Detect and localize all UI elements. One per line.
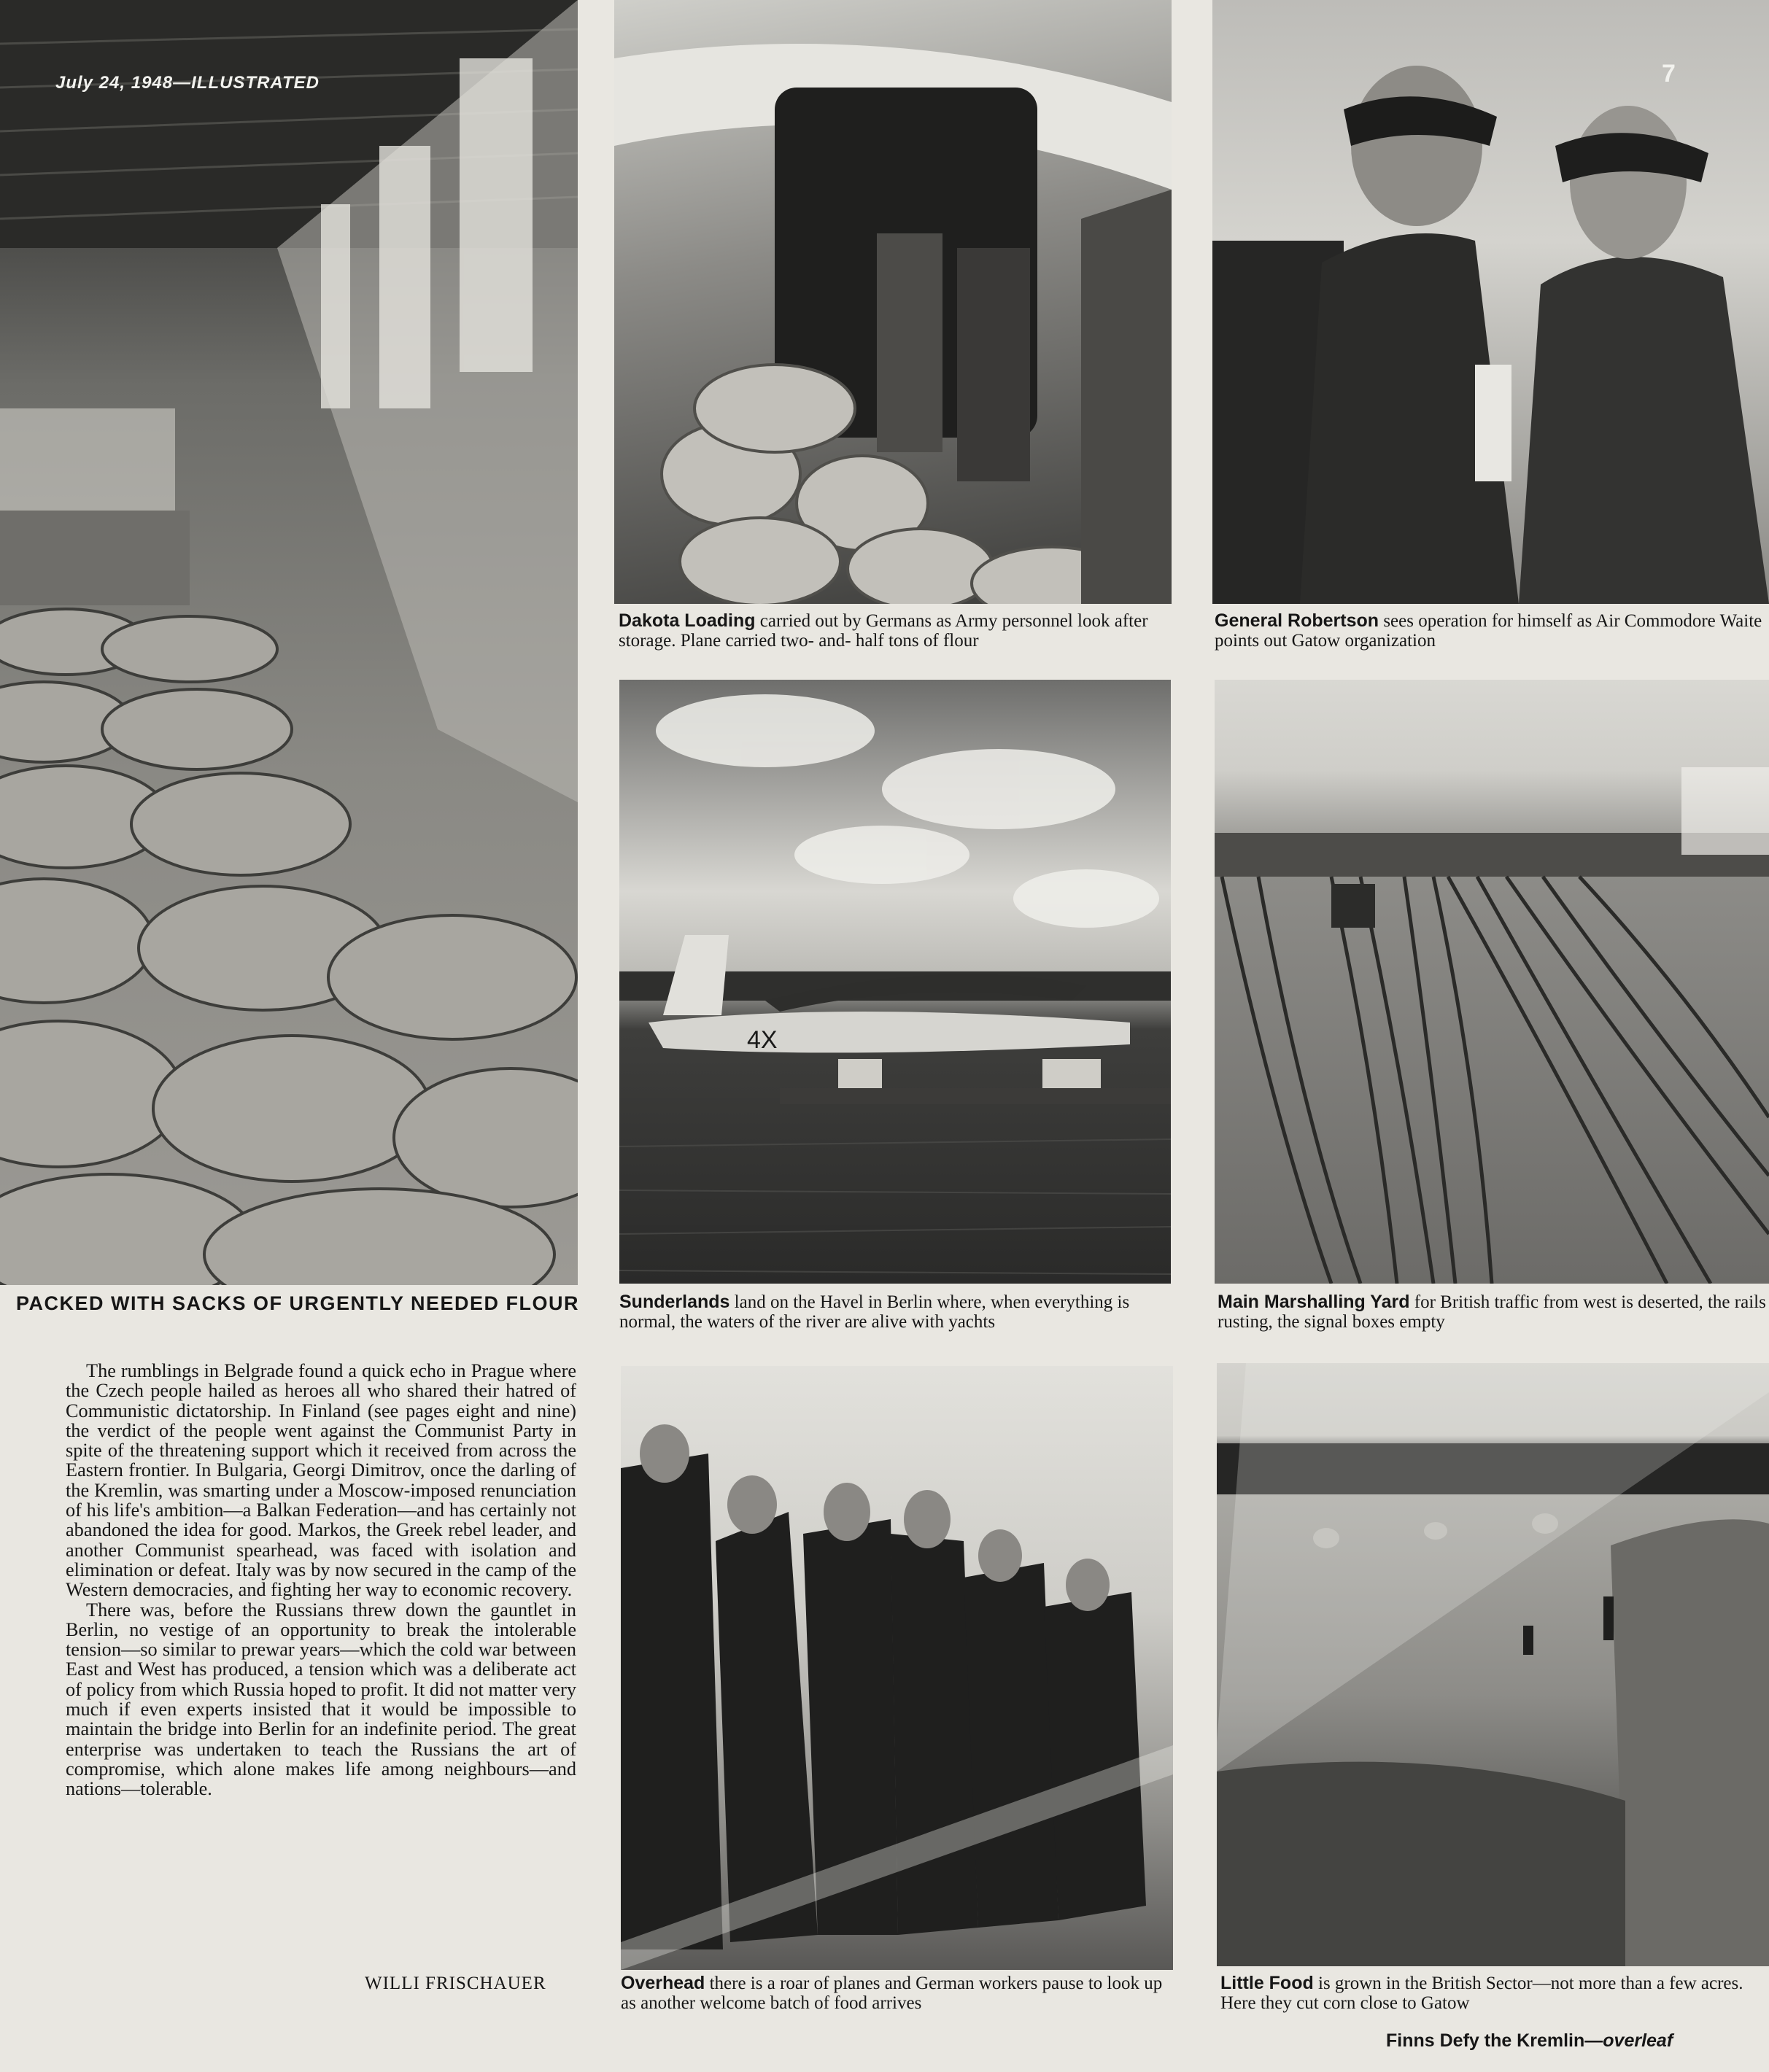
article-body [66, 1361, 576, 1799]
sunderlands-photo [619, 680, 1171, 1284]
article-paragraph: The rumblings in Belgrade found a quick echo in Prague where the Czech people hailed as heroes all who shared their hatred of Communistic dictatorship. In Finland (see pages eight and nine) the verdict of the people went against the Communist Party in spite of the threatening support which it received from across the Eastern frontier. In Bulgaria, Georgi Dimitrov, once the darling of the Kremlin, was smarting under a Moscow-imposed renunciation of his life's ambition—a Balkan Federation—and has certainly not abandoned the idea for good. Markos, the Greek rebel leader, and another Communist spearhead, was faced with isolation and elimination or defeat. Italy was by now secured in the camp of the Western democracies, and fighting her way to economic recovery. [66, 1360, 576, 1601]
sunderlands-caption-body: land on the Havel in Berlin where, when everything is normal, the waters of the river are alive with yachts [619, 1292, 1130, 1332]
marshalling-yard-photo [1215, 680, 1769, 1284]
page-number: 7 [1662, 60, 1676, 88]
continuation-line [1386, 2030, 1673, 2052]
marshalling-caption [1218, 1292, 1769, 1332]
warehouse-photo [0, 0, 578, 1285]
dakota-caption [619, 611, 1173, 651]
robertson-caption-body: sees operation for himself as Air Commodore Waite points out Gatow organization [1215, 611, 1762, 651]
overhead-caption-lead: Overhead [621, 1973, 705, 1993]
dakota-caption-lead: Dakota Loading [619, 610, 756, 631]
byline: WILLI FRISCHAUER [365, 1974, 546, 1993]
continuation-title: Finns Defy the Kremlin— [1386, 2030, 1603, 2051]
continuation-link[interactable]: overleaf [1603, 2030, 1673, 2051]
marshalling-caption-lead: Main Marshalling Yard [1218, 1292, 1410, 1312]
little-food-caption [1220, 1974, 1769, 2013]
sunderlands-caption [619, 1292, 1174, 1332]
warehouse-caption: PACKED WITH SACKS OF URGENTLY NEEDED FLOUR [16, 1292, 580, 1314]
robertson-caption-lead: General Robertson [1215, 610, 1379, 631]
dakota-loading-photo [614, 0, 1172, 604]
sunderland-marking: 4X [747, 1026, 778, 1054]
overhead-caption-body: there is a roar of planes and German workers pause to look up as another welcome batch of food arrives [621, 1974, 1163, 2013]
sunderlands-caption-lead: Sunderlands [619, 1292, 730, 1312]
little-food-caption-body: is grown in the British Sector—not more than a few acres. Here they cut corn close to Gatow [1220, 1974, 1743, 2013]
general-robertson-photo [1212, 0, 1769, 604]
overhead-caption [621, 1974, 1175, 2013]
little-food-photo [1217, 1363, 1769, 1966]
article-paragraph: There was, before the Russians threw down the gauntlet in Berlin, no vestige of an opportunity to break the intolerable tension—so similar to prewar years—which the cold war between East and West has produced, a tension which was a deliberate act of policy from which Russia hoped to profit. It did not matter very much if even experts insisted that it would be impossible to maintain the bridge into Berlin for an indefinite period. The great enterprise was undertaken to teach the Russians the art of compromise, which alone makes life among neighbours—and nations—tolerable. [66, 1599, 576, 1800]
robertson-caption [1215, 611, 1769, 651]
dakota-caption-body: carried out by Germans as Army personnel look after storage. Plane carried two- and- half tons of flour [619, 611, 1148, 651]
overhead-photo [621, 1366, 1173, 1970]
marshalling-caption-body: for British traffic from west is deserted, the rails rusting, the signal boxes empty [1218, 1292, 1766, 1332]
dateline: July 24, 1948—ILLUSTRATED [55, 73, 320, 93]
little-food-caption-lead: Little Food [1220, 1973, 1314, 1993]
